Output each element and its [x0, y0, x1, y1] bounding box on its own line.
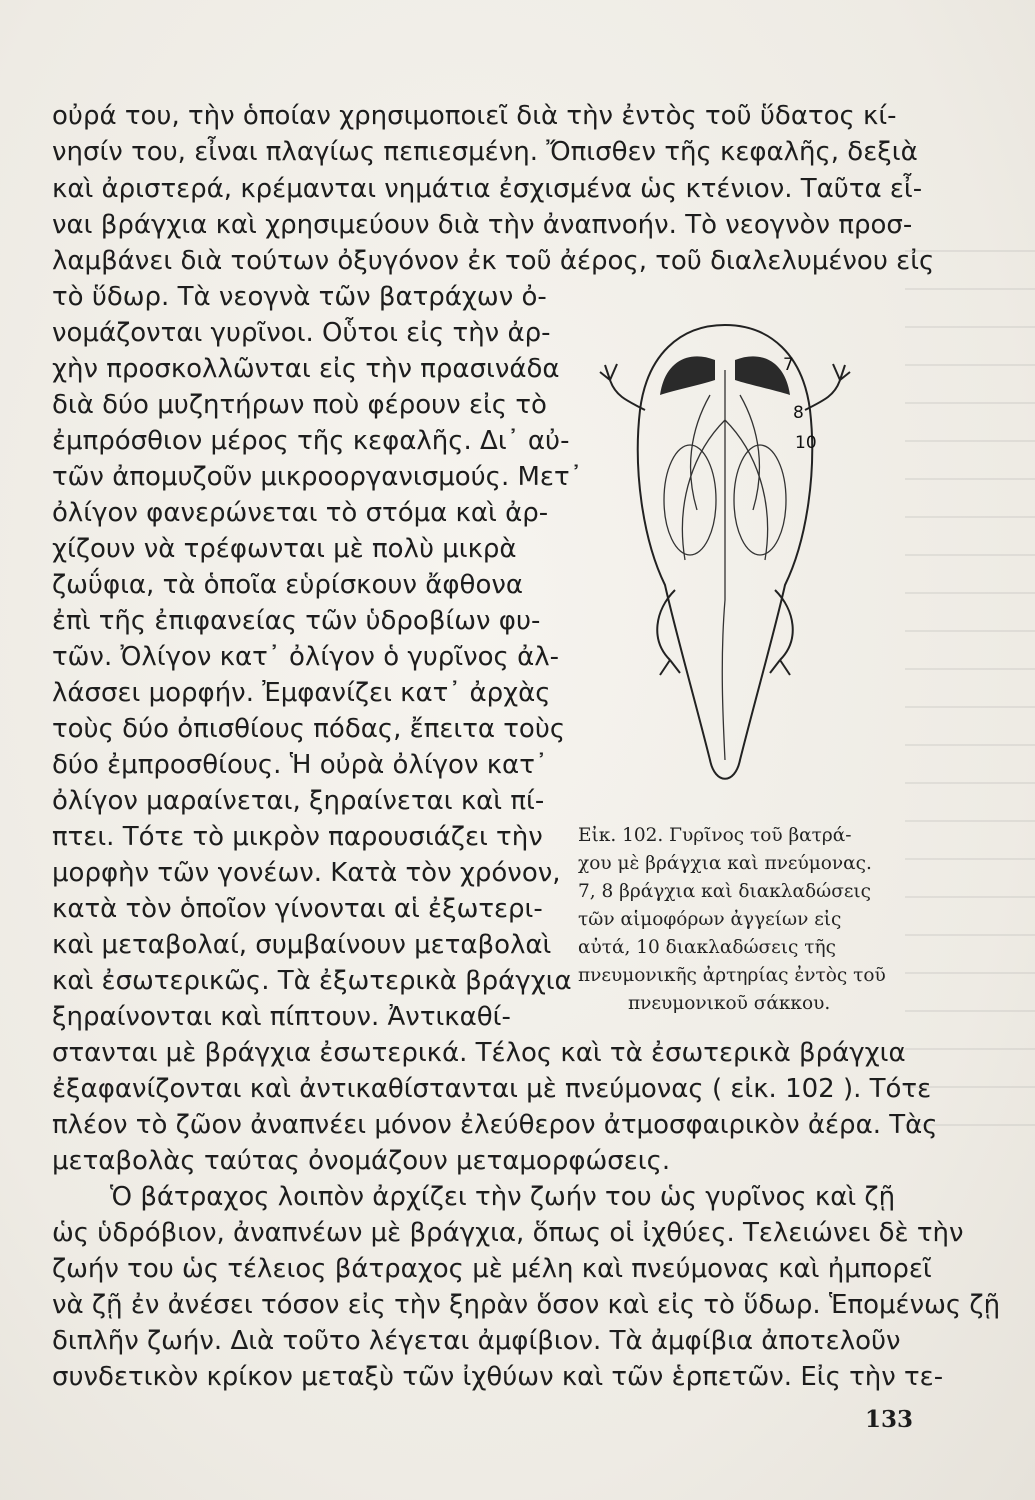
page-number: 133	[865, 1406, 914, 1433]
figure-caption-line: πνευμονικοῦ σάκκου.	[628, 993, 831, 1014]
text-line: διπλῆν ζωήν. Διὰ τοῦτο λέγεται ἀμφίβιον. Τὰ ἀμφίβια ἀποτελοῦν	[52, 1326, 901, 1356]
text-line: ἐμπρόσθιον μέρος τῆς κεφαλῆς. Δι᾽ αὐ-	[52, 426, 570, 456]
figure-caption-line: τῶν αἱμοφόρων ἀγγείων εἰς	[578, 909, 842, 930]
text-line: λαμβάνει διὰ τούτων ὀξυγόνον ἐκ τοῦ ἀέρος, τοῦ διαλελυμένου εἰς	[52, 246, 935, 276]
text-line: τῶν. Ὀλίγον κατ᾽ ὀλίγον ὁ γυρῖνος ἀλ-	[52, 642, 559, 672]
figure-caption-line: πνευμονικῆς ἀρτηρίας ἐντὸς τοῦ	[578, 965, 886, 986]
figure-label-8: 8	[793, 403, 804, 423]
text-line: οὐρά του, τὴν ὁποίαν χρησιμοποιεῖ διὰ τὴν ἐντὸς τοῦ ὕδατος κί-	[52, 101, 897, 131]
text-line: κατὰ τὸν ὁποῖον γίνονται αἱ ἐξωτερι-	[52, 894, 543, 924]
text-line: μεταβολὰς ταύτας ὀνομάζουν μεταμορφώσεις.	[52, 1146, 671, 1176]
text-line: πτει. Τότε τὸ μικρὸν παρουσιάζει τὴν	[52, 822, 543, 852]
text-line: ὡς ὑδρόβιον, ἀναπνέων μὲ βράγχια, ὅπως οἱ ἰχθύες. Τελειώνει δὲ τὴν	[52, 1218, 964, 1248]
text-line: ὀλίγον φανερώνεται τὸ στόμα καὶ ἀρ-	[52, 498, 549, 528]
text-line: πλέον τὸ ζῶον ἀναπνέει μόνον ἐλεύθερον ἀτμοσφαιρικὸν ἀέρα. Τὰς	[52, 1110, 938, 1140]
text-line: καὶ ἀριστερά, κρέμανται νημάτια ἐσχισμένα ὡς κτένιον. Ταῦτα εἶ-	[52, 174, 923, 204]
text-line: ὀλίγον μαραίνεται, ξηραίνεται καὶ πί-	[52, 786, 545, 816]
tadpole-figure	[585, 300, 865, 800]
figure-labels	[783, 355, 817, 453]
figure-caption-line: χου μὲ βράγχια καὶ πνεύμονας.	[578, 853, 872, 874]
text-line: ζωΰφια, τὰ ὁποῖα εὑρίσκουν ἄφθονα	[52, 570, 524, 600]
text-line: τοὺς δύο ὀπισθίους πόδας, ἔπειτα τοὺς	[52, 714, 566, 744]
text-line: δύο ἐμπροσθίους. Ἡ οὐρὰ ὀλίγον κατ᾽	[52, 750, 548, 780]
text-line: χὴν προσκολλῶνται εἰς τὴν πρασινάδα	[52, 354, 560, 384]
text-line: νησίν του, εἶναι πλαγίως πεπιεσμένη. Ὄπισθεν τῆς κεφαλῆς, δεξιὰ	[52, 137, 918, 167]
text-line: συνδετικὸν κρίκον μεταξὺ τῶν ἰχθύων καὶ τῶν ἑρπετῶν. Εἰς τὴν τε-	[52, 1362, 944, 1392]
figure-caption-line: 7, 8 βράγχια καὶ διακλαδώσεις	[578, 881, 872, 902]
text-line: λάσσει μορφήν. Ἐμφανίζει κατ᾽ ἀρχὰς	[52, 678, 551, 708]
gills-left	[660, 356, 715, 395]
figure-caption-line: αὐτά, 10 διακλαδώσεις τῆς	[578, 937, 836, 958]
text-line: νὰ ζῇ ἐν ἀνέσει τόσον εἰς τὴν ξηρὰν ὅσον καὶ εἰς τὸ ὕδωρ. Ἑπομένως ζῇ	[52, 1290, 1001, 1320]
text-line: νομάζονται γυρῖνοι. Οὗτοι εἰς τὴν ἀρ-	[52, 318, 551, 348]
figure-caption-line: Εἰκ. 102. Γυρῖνος τοῦ βατρά-	[578, 825, 852, 846]
text-line: ναι βράγχια καὶ χρησιμεύουν διὰ τὴν ἀναπνοήν. Τὸ νεογνὸν προσ-	[52, 210, 913, 240]
text-line: μορφὴν τῶν γονέων. Κατὰ τὸν χρόνον,	[52, 858, 561, 888]
vessel-network	[664, 370, 786, 760]
text-line: Ὁ βάτραχος λοιπὸν ἀρχίζει τὴν ζωήν του ὡς γυρῖνος καὶ ζῇ	[110, 1182, 896, 1212]
figure-label-10: 10	[795, 433, 817, 453]
text-line: τὸ ὕδωρ. Τὰ νεογνὰ τῶν βατράχων ὀ-	[52, 282, 547, 312]
text-line: ζωήν του ὡς τέλειος βάτραχος μὲ μέλη καὶ πνεύμονας καὶ ἠμπορεῖ	[52, 1254, 932, 1284]
text-line: ἐξαφανίζονται καὶ ἀντικαθίστανται μὲ πνεύμονας ( εἰκ. 102 ). Τότε	[52, 1074, 932, 1104]
text-line: καὶ μεταβολαί, συμβαίνουν μεταβολαὶ	[52, 930, 552, 960]
text-line: χίζουν νὰ τρέφωνται μὲ πολὺ μικρὰ	[52, 534, 517, 564]
text-line: τῶν ἀπομυζοῦν μικροοργανισμούς. Μετ᾽	[52, 462, 583, 492]
text-line: καὶ ἐσωτερικῶς. Τὰ ἐξωτερικὰ βράγχια	[52, 966, 572, 996]
text-line: στανται μὲ βράγχια ἐσωτερικά. Τέλος καὶ τὰ ἐσωτερικὰ βράγχια	[52, 1038, 906, 1068]
figure-label-7: 7	[783, 355, 794, 375]
text-line: ξηραίνονται καὶ πίπτουν. Ἀντικαθί-	[52, 1002, 511, 1032]
text-line: ἐπὶ τῆς ἐπιφανείας τῶν ὑδροβίων φυ-	[52, 606, 541, 636]
gills-right	[735, 356, 790, 395]
text-line: διὰ δύο μυζητήρων ποὺ φέρουν εἰς τὸ	[52, 390, 547, 420]
